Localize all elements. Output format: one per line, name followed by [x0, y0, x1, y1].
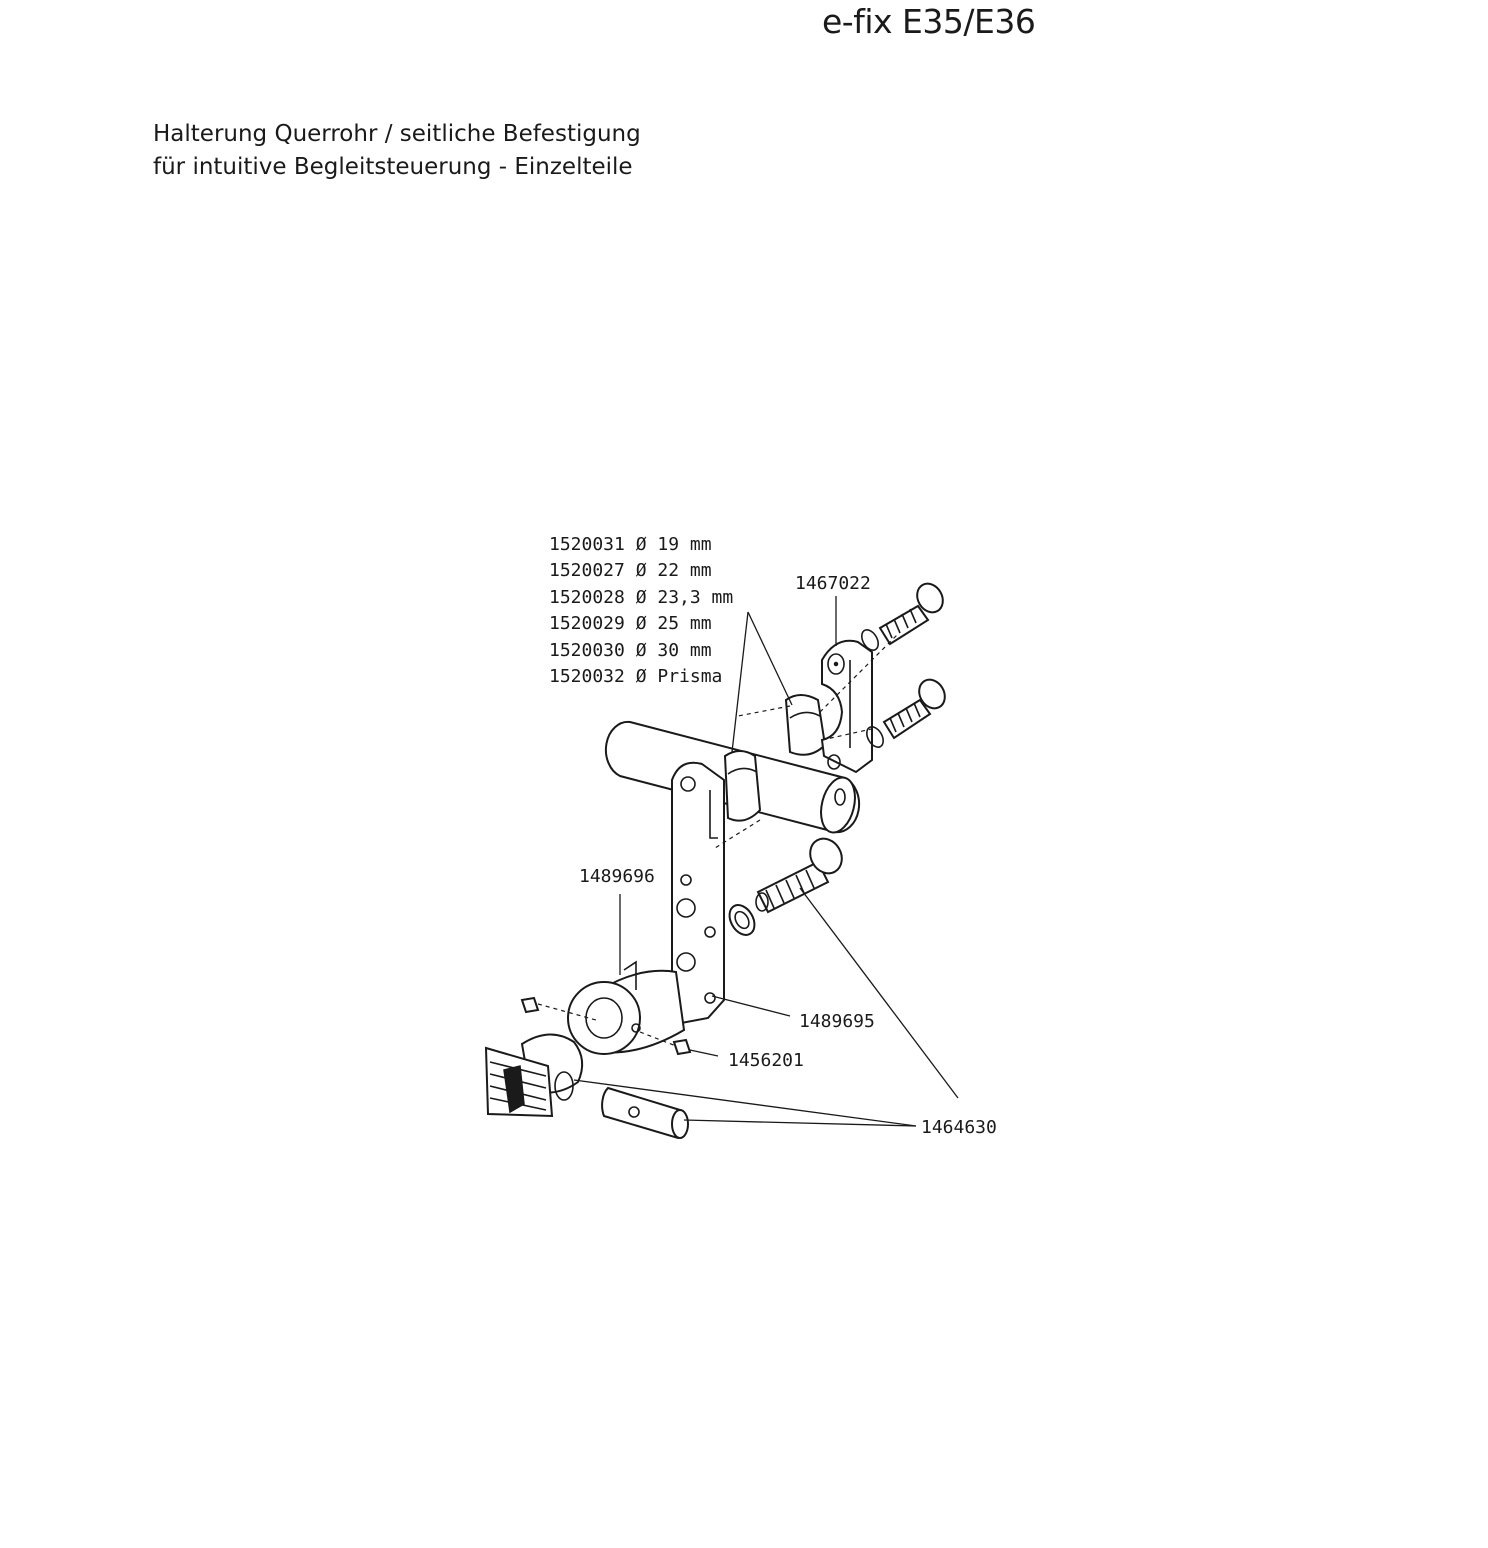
callout-clamp-cover: 1467022	[795, 573, 871, 594]
upper-screw	[858, 579, 947, 653]
description-line-2: für intuitive Begleitsteuerung - Einzelteile	[153, 154, 633, 180]
clamp-variant-label: 1520032 Ø Prisma	[549, 666, 723, 687]
description-line-1: Halterung Querrohr / seitliche Befestigung	[153, 121, 641, 147]
callout-set-screw: 1456201	[728, 1050, 804, 1071]
receiver-ring	[568, 962, 684, 1054]
product-title: e-fix E35/E36	[822, 2, 1036, 41]
clamp-cover	[822, 641, 872, 772]
callout-clamp-variants	[549, 534, 733, 687]
clamp-variant-label: 1520031 Ø 19 mm	[549, 534, 712, 555]
callout-arm-base: 1489695	[799, 1011, 875, 1032]
pin-sleeve	[602, 1088, 688, 1138]
callout-arm: 1489696	[579, 866, 655, 887]
vertical-arm	[672, 763, 724, 1024]
callout-knob-set: 1464630	[921, 1117, 997, 1138]
clamp-variant-label: 1520030 Ø 30 mm	[549, 640, 712, 661]
middle-screw	[863, 675, 949, 750]
clamp-variant-label: 1520029 Ø 25 mm	[549, 613, 712, 634]
clamping-knob	[486, 1034, 582, 1116]
clamp-variant-label: 1520028 Ø 23,3 mm	[549, 587, 734, 608]
clamp-variant-label: 1520027 Ø 22 mm	[549, 560, 712, 581]
lower-screw	[724, 833, 848, 939]
